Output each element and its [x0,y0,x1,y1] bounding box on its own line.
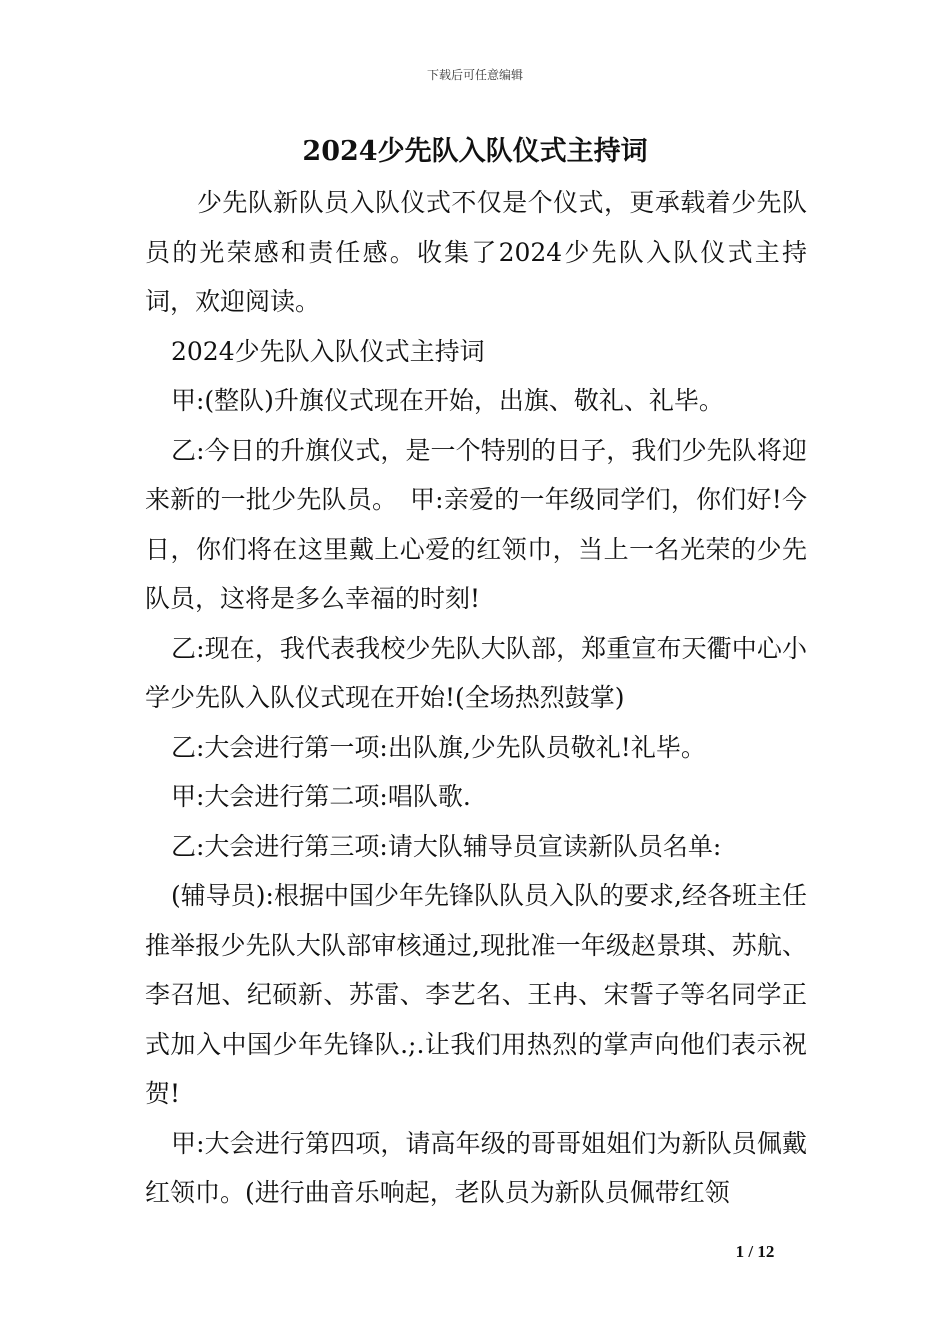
page-number: 1 / 12 [735,1242,775,1261]
header-note: 下载后可任意编辑 [426,68,523,82]
paragraph-item-two: 甲:大会进行第二项:唱队歌. [171,782,471,811]
paragraph-subtitle: 2024少先队入队仪式主持词 [171,336,485,366]
document-title: 2024少先队入队仪式主持词 [302,136,648,167]
paragraph-special-day: 乙:今日的升旗仪式，是一个特别的日子，我们少先队将迎来新的一批少先队员。 甲:亲爱的一年级同学们，你们好!今日，你们将在这里戴上心爱的红领巾，当上一名光荣的少先队员，这将是多么幸福的时刻! [145,435,807,613]
paragraph-item-four: 甲:大会进行第四项，请高年级的哥哥姐姐们为新队员佩戴红领巾。(进行曲音乐响起，老队员为新队员佩带红领 [145,1128,807,1207]
paragraph-flag-ceremony: 甲:(整队)升旗仪式现在开始，出旗、敬礼、礼毕。 [171,386,724,415]
paragraph-intro: 少先队新队员入队仪式不仅是个仪式，更承载着少先队员的光荣感和责任感。收集了2024少先队入队仪式主持词，欢迎阅读。 [145,188,807,316]
paragraph-item-one: 乙:大会进行第一项:出队旗,少先队员敬礼!礼毕。 [171,732,706,762]
paragraph-counselor: (辅导员):根据中国少年先锋队队员入队的要求,经各班主任推举报少先队大队部审核通过,现批准一年级赵景琪、苏航、李召旭、纪硕新、苏雷、李艺名、王冉、宋誓子等名同学正式加入中国少年先锋队.;.让我们用热烈的掌声向他们表示祝贺! [145,881,807,1108]
paragraph-item-three: 乙:大会进行第三项:请大队辅导员宣读新队员名单: [171,831,722,861]
paragraph-announcement: 乙:现在，我代表我校少先队大队部，郑重宣布天衢中心小学少先队入队仪式现在开始!(全场热烈鼓掌) [145,633,807,712]
document-body [145,178,807,1218]
